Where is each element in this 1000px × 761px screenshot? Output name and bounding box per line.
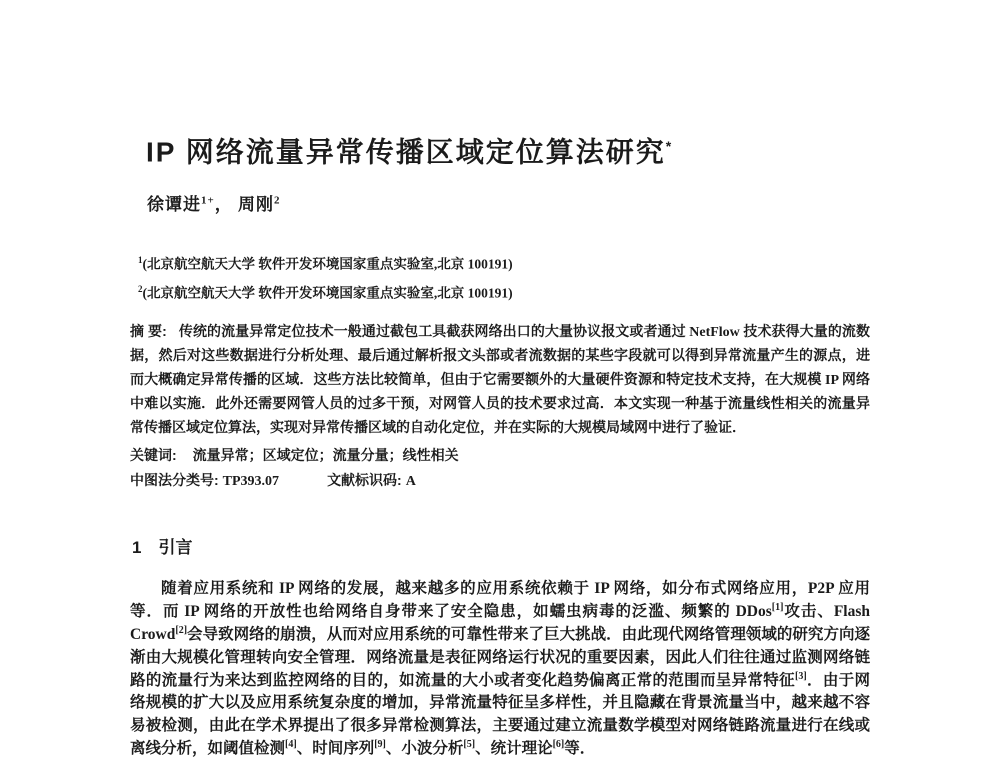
section-1-number: 1 bbox=[132, 538, 142, 558]
affiliation-2-mark: 2 bbox=[138, 283, 143, 294]
affiliations-block bbox=[138, 248, 870, 305]
title-footnote-mark: * bbox=[665, 138, 672, 154]
affiliation-2 bbox=[138, 277, 870, 306]
citation-mark: [4] bbox=[285, 738, 297, 750]
clc-number-label: 中图法分类号: bbox=[130, 472, 219, 489]
paper-title bbox=[146, 128, 870, 170]
affiliation-2-text: (北京航空航天大学 软件开发环境国家重点实验室,北京 100191) bbox=[142, 285, 513, 301]
document-code-value: A bbox=[405, 474, 416, 490]
keywords-line bbox=[130, 444, 870, 468]
keywords-label: 关键词: bbox=[130, 447, 177, 464]
abstract-label: 摘 要: bbox=[130, 323, 167, 340]
section-1-title: 引言 bbox=[158, 538, 193, 558]
abstract-text: 传统的流量异常定位技术一般通过截包工具截获网络出口的大量协议报文或者通过 NetFlow 技术获得大量的流数据，然后对这些数据进行分析处理、最后通过解析报文头部或者流数据的某些字段就可以得到异常流量产生的源点，进而大概确定异常传播的区域．这些方法比较简单，但由于它需要额外的大量硬件资源和特定技术支持，在大规模 IP 网络中难以实施．此外还需要网管人员的过多干预，对网管人员的技术要求过高．本文实现一种基于流量线性相关的流量异常传播区域定位算法，实现对异常传播区域的自动化定位，并在实际的大规模局域网中进行了验证． bbox=[130, 325, 870, 437]
document-code-label: 文献标识码: bbox=[327, 472, 402, 489]
affiliation-1-text: (北京航空航天大学 软件开发环境国家重点实验室,北京 100191) bbox=[142, 256, 513, 272]
clc-number-value: TP393.07 bbox=[222, 474, 280, 490]
citation-mark: [1] bbox=[771, 601, 784, 613]
citation-mark: [3] bbox=[794, 670, 807, 682]
citation-mark: [9] bbox=[374, 738, 386, 750]
keywords-text: 流量异常；区域定位；流量分量；线性相关 bbox=[192, 449, 459, 465]
author-1-affiliation-mark: 1+ bbox=[201, 194, 215, 207]
paper-title-text: IP 网络流量异常传播区域定位算法研究 bbox=[146, 136, 666, 168]
paper-content bbox=[130, 0, 870, 761]
author-2-affiliation-mark: 2 bbox=[274, 194, 281, 207]
affiliation-1 bbox=[138, 248, 870, 277]
citation-mark: [6] bbox=[552, 738, 565, 750]
author-2-name: 周刚 bbox=[238, 195, 275, 215]
classification-line bbox=[130, 469, 870, 493]
author-separator: ， bbox=[214, 195, 239, 215]
abstract-paragraph bbox=[130, 319, 870, 441]
author-1-name: 徐谭进 bbox=[147, 195, 201, 215]
author-line bbox=[147, 190, 870, 215]
introduction-paragraph: 随着应用系统和 IP 网络的发展，越来越多的应用系统依赖于 IP 网络，如分布式网络应用，P2P 应用等．而 IP 网络的开放性也给网络自身带来了安全隐患，如蠕虫病毒的泛滥、频繁的 DDos[1]攻击、Flash Crowd[2]会导致网络的崩溃，从而对应用系统的可靠性带来了巨大挑战．由此现代网络管理领域的研究方向逐渐由大规模化管理转向安全管理．网络流量是表征网络运行状况的重要因素，因此人们往往通过监测网络链路的流量行为来达到监控网络的目的，如流量的大小或者变化趋势偏离正常的范围而呈异常特征[3]．由于网络规模的扩大以及应用系统复杂度的增加，异常流量特征呈多样性，并且隐藏在背景流量当中，越来越不容易被检测，由此在学术界提出了很多异常检测算法，主要通过建立流量数学模型对网络链路流量进行在线或离线分析，如阈值检测[4]、时间序列[9]、小波分析[5]、统计理论[6]等． bbox=[130, 580, 870, 757]
affiliation-1-mark: 1 bbox=[138, 255, 143, 266]
citation-mark: [2] bbox=[175, 624, 188, 636]
section-1-heading bbox=[132, 537, 870, 559]
citation-mark: [5] bbox=[463, 738, 476, 750]
